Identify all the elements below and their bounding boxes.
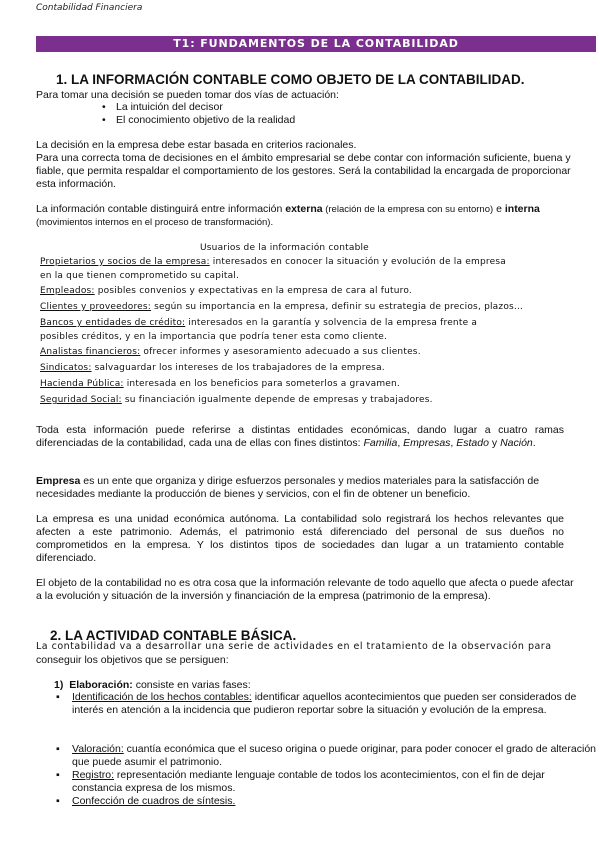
term-interna: interna <box>504 203 540 215</box>
list-item-continuation: posibles créditos, y en la importancia que podría tener esta como cliente. <box>40 332 388 342</box>
list-item: ▪ Identificación de los hechos contables: identificar aquellos acontecimientos que pueden ser considerados de interés en atención a la incidencia que pudieron reportar sobre la situación y evolución de la empresa. <box>56 691 577 716</box>
running-header: Contabilidad Financiera <box>36 3 143 13</box>
term-empresa: Empresa <box>36 475 81 487</box>
list-item: Hacienda Pública: interesada en los beneficios para someterlos a gravamen. <box>40 379 400 389</box>
numbered-item-1: 1) Elaboración: consiste en varias fases: <box>54 679 251 691</box>
bullet-icon: • <box>102 101 106 113</box>
bullet-icon: ▪ <box>56 795 60 807</box>
list-item: ▪ Valoración: cuantía económica que el suceso origina o puede originar, para poder conocer el grado de alteración que puede asumir el patrimonio. <box>56 743 596 768</box>
list-item-text: El conocimiento objetivo de la realidad <box>116 114 296 126</box>
list-item: Clientes y proveedores: según su importancia en la empresa, definir su estrategia de precios, plazos… <box>40 302 524 312</box>
section-2-heading: 2. LA ACTIVIDAD CONTABLE BÁSICA. <box>50 628 297 643</box>
bullet-icon: ▪ <box>56 691 60 703</box>
list-item: ▪ Confección de cuadros de síntesis. <box>56 795 236 807</box>
paragraph: El objeto de la contabilidad no es otra cosa que la información relevante de todo aquello que afecta o puede afectar a la evolución y situación de la inversión y financiación de la empresa (patrimonio de la empresa). <box>36 577 574 602</box>
list-item: Seguridad Social: su financiación igualmente depende de empresas y trabajadores. <box>40 395 433 405</box>
paragraph: Empresa es un ente que organiza y dirige esfuerzos personales y medios materiales para la satisfacción de necesidades mediante la producción de bienes y servicios, con el fin de obtener un beneficio. <box>36 475 540 500</box>
bullet-icon: ▪ <box>56 769 60 781</box>
bullet-icon: ▪ <box>56 743 60 755</box>
bullet-icon: • <box>102 114 106 126</box>
list-item: Sindicatos: salvaguardar los intereses de los trabajadores de la empresa. <box>40 363 385 373</box>
section-1-heading: 1. LA INFORMACIÓN CONTABLE COMO OBJETO DE LA CONTABILIDAD. <box>56 72 525 87</box>
info-types-paragraph: La información contable distinguirá entre información externa (relación de la empresa con su entorno) e interna (movimientos internos en el proceso de transformación). <box>36 203 540 228</box>
list-item: Propietarios y socios de la empresa: interesados en conocer la situación y evolución de la empresa <box>40 257 506 267</box>
users-list <box>40 255 585 407</box>
paragraph: La empresa es una unidad económica autónoma. La contabilidad solo registrará los hechos relevantes que afecten a este patrimonio. Además, el patrimonio está diferenciado del personal de sus dueños no comprometidos en la empresa. Y los distintos tipos de sociedades dan lugar a un tratamiento contable diferenciado. <box>36 513 564 564</box>
paragraph: Para una correcta toma de decisiones en el ámbito empresarial se debe contar con información suficiente, buena y fiable, que permita respaldar el comportamiento de los gestores. Será la contabilidad la encargada de proporcionar esta información. <box>36 152 571 190</box>
list-item <box>102 114 296 127</box>
list-item: Empleados: posibles convenios y expectativas en la empresa de cara al futuro. <box>40 286 412 296</box>
section-2-intro: La contabilidad va a desarrollar una serie de actividades en el tratamiento de la observación para <box>36 641 552 652</box>
list-item-text: La intuición del decisor <box>116 101 223 113</box>
term-externa: externa <box>285 203 323 215</box>
paragraph: Toda esta información puede referirse a distintas entidades económicas, dando lugar a cuatro ramas diferenciadas de la contabilidad, cada una de ellas con fines distintos: Familia, Empresas, Estado y Nación. <box>36 424 564 449</box>
list-item: Bancos y entidades de crédito: interesados en la garantía y solvencia de la empresa frente a <box>40 318 478 328</box>
list-item: Analistas financieros: ofrecer informes y asesoramiento adecuado a sus clientes. <box>40 347 421 357</box>
document-title: T1: FUNDAMENTOS DE LA CONTABILIDAD <box>36 36 596 52</box>
section-2-intro-cont: conseguir los objetivos que se persiguen: <box>36 654 229 666</box>
users-subtitle: Usuarios de la información contable <box>200 243 369 253</box>
list-item: ▪ Registro: representación mediante lenguaje contable de todos los acontecimientos, con el fin de dejar constancia expresa de los mismos. <box>56 769 545 794</box>
list-item-continuation: en la que tienen comprometido su capital. <box>40 271 240 281</box>
list-item <box>102 101 223 114</box>
intro-paragraph: Para tomar una decisión se pueden tomar dos vías de actuación: <box>36 89 339 101</box>
paragraph: La decisión en la empresa debe estar basada en criterios racionales. <box>36 139 357 151</box>
